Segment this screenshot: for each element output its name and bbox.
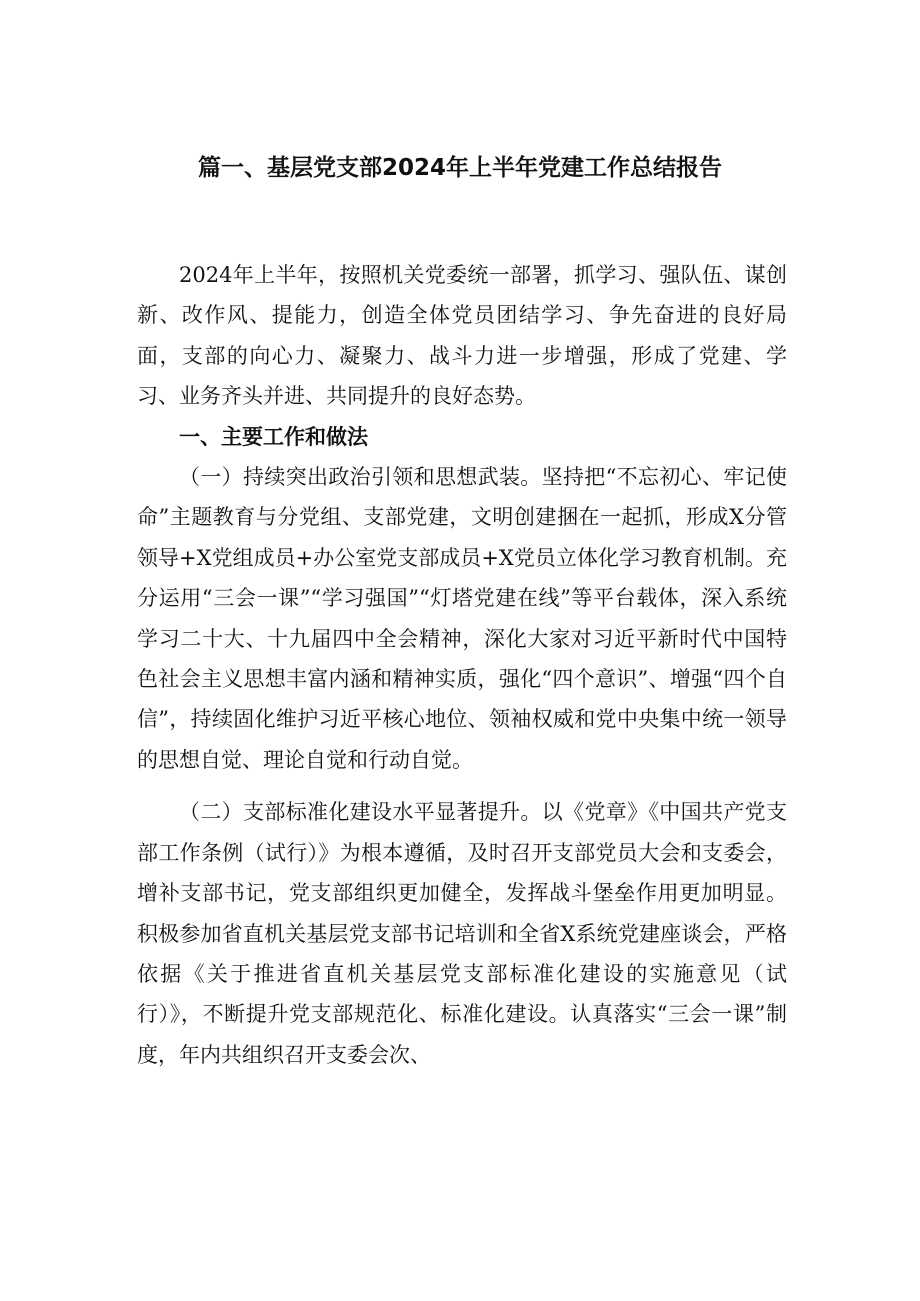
section-heading: 一、主要工作和做法 <box>179 424 368 449</box>
paragraph-two: （二）支部标准化建设水平显著提升。以《党章》《中国共产党支部工作条例（试行）》为根本遵循，及时召开支部党员大会和支委会，增补支部书记，党支部组织更加健全，发挥战斗堡垒作用更加明显。积极参加省直机关基层党支部书记培训和全省X系统党建座谈会，严格依据《关于推进省直机关基层党支部标准化建设的实施意见（试行）》，不断提升党支部规范化、标准化建设。认真落实“三会一课”制度，年内共组织召开支委会次、 <box>137 800 787 1067</box>
intro-paragraph: 2024年上半年，按照机关党委统一部署，抓学习、强队伍、谋创新、改作风、提能力，创造全体党员团结学习、争先奋进的良好局面，支部的向心力、凝聚力、战斗力进一步增强，形成了党建、学习、业务齐头并进、共同提升的良好态势。 <box>137 263 787 409</box>
paragraph-one: （一）持续突出政治引领和思想武装。坚持把“不忘初心、牢记使命”主题教育与分党组、支部党建，文明创建捆在一起抓，形成X分管领导+X党组成员+办公室党支部成员+X党员立体化学习教育机制。充分运用“三会一课”“学习强国”“灯塔党建在线”等平台载体，深入系统学习二十大、十九届四中全会精神，深化大家对习近平新时代中国特色社会主义思想丰富内涵和精神实质，强化“四个意识”、增强“四个自信”，持续固化维护习近平核心地位、领袖权威和党中央集中统一领导的思想自觉、理论自觉和行动自觉。 <box>137 465 787 772</box>
document-title: 篇一、基层党支部2024年上半年党建工作总结报告 <box>197 155 722 181</box>
document-body <box>137 255 787 1075</box>
